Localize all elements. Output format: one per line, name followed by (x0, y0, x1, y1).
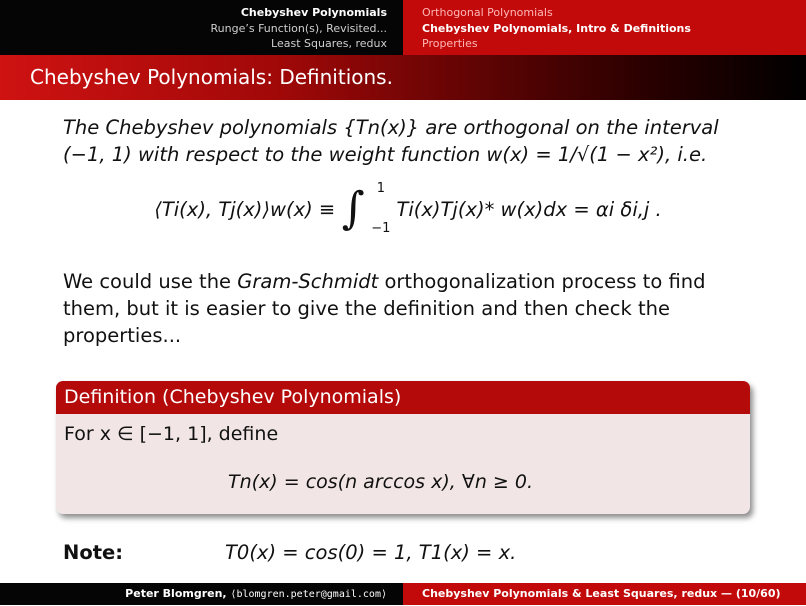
footer (0, 583, 806, 605)
section-navigation (0, 0, 403, 55)
gram-schmidt-term: Gram-Schmidt (237, 270, 379, 293)
footer-email: ⟨blomgren.peter@gmail.com⟩ (230, 589, 387, 600)
gram-schmidt-paragraph (63, 268, 753, 349)
paragraph-pre: We could use the (63, 270, 238, 293)
definition-domain-line: For x ∈ [−1, 1], define (64, 423, 279, 445)
note-label: Note: (63, 541, 124, 564)
intro-line-2: (−1, 1) with respect to the weight function w(x) = 1/√(1 − x²), i.e. (63, 143, 708, 166)
integral-lower-limit: −1 (371, 221, 391, 236)
inner-product-lhs: ⟨Ti(x), Tj(x)⟩w(x) ≡ (154, 197, 336, 221)
intro-line-1: The Chebyshev polynomials {Tn(x)} are orthogonal on the interval (63, 116, 719, 139)
frame-title: Chebyshev Polynomials: Definitions. (30, 65, 393, 89)
inner-product-equation (63, 180, 753, 238)
integral-upper-limit: 1 (376, 181, 385, 196)
footer-page-number: — (10/60) (720, 587, 781, 600)
nav-section-chebyshev[interactable]: Chebyshev Polynomials (240, 6, 387, 19)
footer-title (403, 583, 806, 605)
note-line (63, 539, 753, 566)
header-navigation (0, 0, 806, 55)
nav-subsection-properties[interactable]: Properties (422, 37, 478, 50)
inner-product-rhs: Ti(x)Tj(x)* w(x)dx = αi δi,j . (396, 197, 662, 221)
nav-section-runge[interactable]: Runge’s Function(s), Revisited... (210, 21, 387, 35)
definition-title: Definition (Chebyshev Polynomials) (56, 381, 750, 414)
nav-subsection-intro-definitions[interactable]: Chebyshev Polynomials, Intro & Definitions (422, 21, 691, 35)
frame-title-bar (0, 55, 806, 100)
slide-content (63, 114, 753, 349)
paragraph-post: orthogonalization process to find them, but it is easier to give the definition and then check the properties... (63, 270, 706, 347)
integral-limits (371, 180, 390, 238)
subsection-navigation (403, 0, 806, 55)
definition-formula: Tn(x) = cos(n arccos x), ∀n ≥ 0. (228, 471, 533, 493)
integral-sign: ∫ (341, 183, 365, 234)
nav-section-least-squares[interactable]: Least Squares, redux (271, 37, 387, 50)
footer-author-name: Peter Blomgren, (125, 587, 231, 600)
nav-subsection-orthogonal[interactable]: Orthogonal Polynomials (422, 6, 553, 19)
definition-block (56, 381, 750, 514)
footer-talk-title: Chebyshev Polynomials & Least Squares, redux (422, 587, 718, 600)
note-text: T0(x) = cos(0) = 1, T1(x) = x. (225, 541, 517, 564)
definition-body (56, 414, 750, 495)
footer-author (0, 583, 403, 605)
